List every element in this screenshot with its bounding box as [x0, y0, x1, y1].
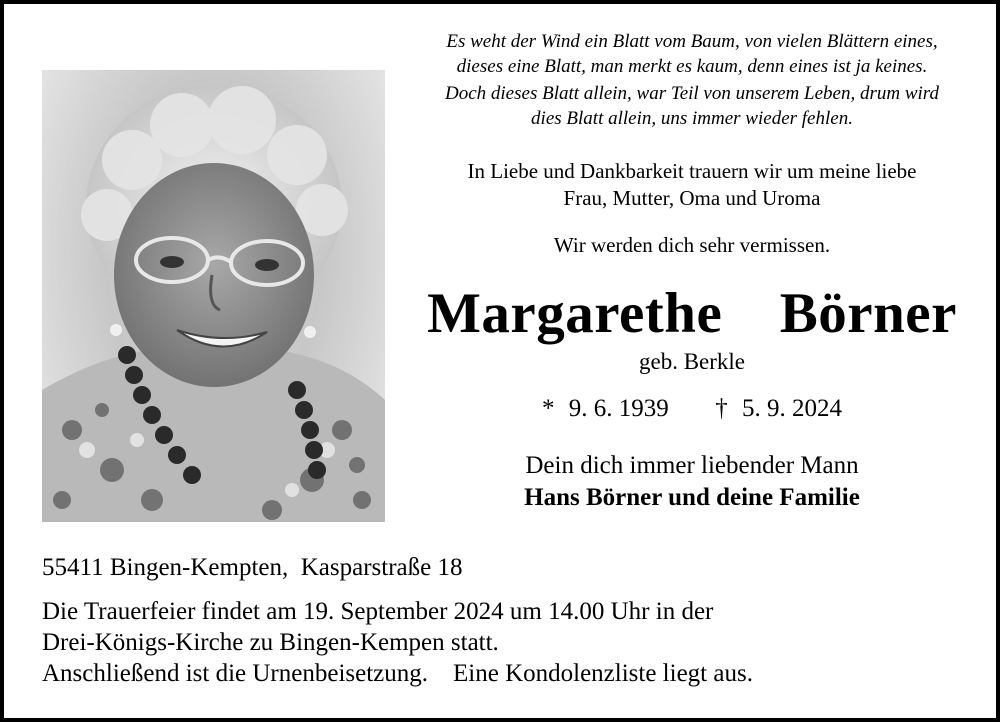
birth-date: 9. 6. 1939 [568, 395, 669, 422]
funeral-line-3: Anschließend ist die Urnenbeisetzung. Eine Kondolenzliste liegt aus. [42, 660, 753, 687]
death-date: 5. 9. 2024 [742, 395, 842, 422]
poem-line-4: dies Blatt allein, uns immer wieder fehlen. [531, 107, 853, 129]
address: 55411 Bingen-Kempten, Kasparstraße 18 [42, 554, 463, 581]
death-cross-icon: † [715, 395, 728, 422]
obituary-card [4, 4, 996, 718]
poem [394, 30, 990, 131]
life-dates [394, 393, 990, 425]
deceased-name-text: Margarethe Börner [427, 282, 957, 345]
funeral-line-1: Die Trauerfeier findet am 19. September 2024 um 14.00 Uhr in der [42, 598, 714, 625]
intro-line-2: Frau, Mutter, Oma und Uroma [563, 186, 821, 210]
birth-name: geb. Berkle [638, 349, 745, 374]
intro-line-1: In Liebe und Dankbarkeit trauern wir um meine liebe [467, 159, 917, 183]
funeral-line-2: Drei-Königs-Kirche zu Bingen-Kempen statt. [42, 629, 499, 656]
mourning-intro [394, 158, 990, 212]
portrait-photo [42, 70, 385, 522]
mourners-line-2: Hans Börner und deine Familie [524, 484, 860, 511]
birth-symbol: * [542, 395, 555, 422]
miss-text: Wir werden dich sehr vermissen. [553, 233, 831, 257]
poem-line-1: Es weht der Wind ein Blatt vom Baum, von vielen Blättern eines, [446, 31, 938, 52]
deceased-name [394, 281, 990, 347]
mourners-line-1: Dein dich immer liebender Mann [525, 452, 859, 479]
funeral-info [42, 596, 982, 689]
poem-line-2: dieses eine Blatt, man merkt es kaum, denn eines ist ja keines. [456, 55, 928, 77]
portrait-illustration [42, 70, 385, 522]
poem-line-3: Doch dieses Blatt allein, war Teil von unserem Leben, drum wird [445, 83, 939, 104]
